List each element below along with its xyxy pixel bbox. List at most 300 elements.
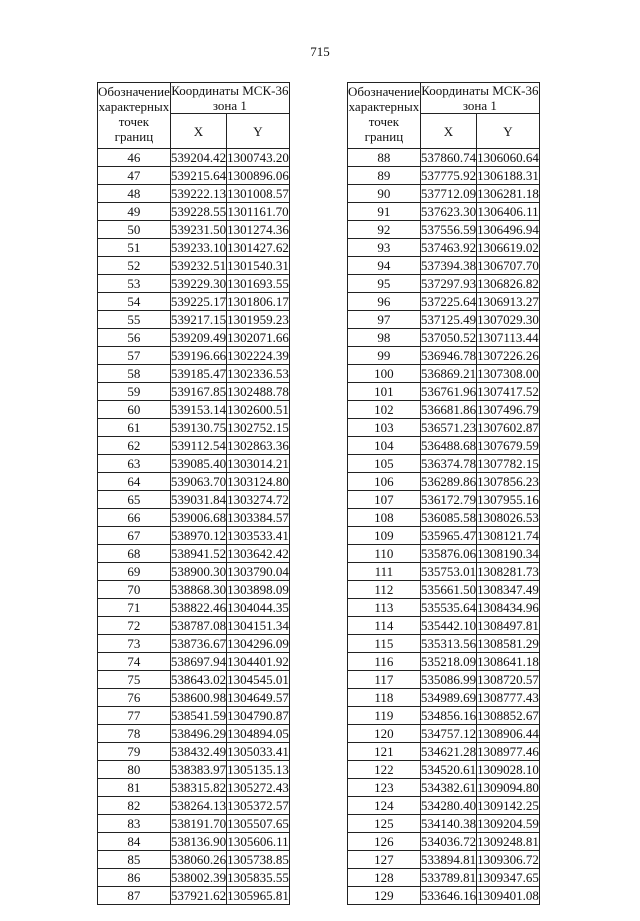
x-coordinate-cell: 539225.17	[170, 294, 227, 309]
x-coordinate-cell: 534757.12	[420, 726, 477, 741]
table-row	[98, 527, 290, 545]
table-row	[348, 527, 540, 545]
x-coordinate-cell: 533646.16	[420, 888, 477, 903]
point-number-cell: 57	[98, 347, 171, 365]
table-row	[98, 833, 290, 851]
point-number-cell: 123	[348, 779, 421, 797]
x-coordinate-cell: 533789.81	[420, 870, 477, 885]
table-row	[98, 347, 290, 365]
table-row	[348, 833, 540, 851]
y-coordinate-cell: 1306406.11	[477, 204, 539, 219]
point-number-cell: 125	[348, 815, 421, 833]
point-number-cell: 92	[348, 221, 421, 239]
table-row	[348, 203, 540, 221]
point-number-cell: 56	[98, 329, 171, 347]
point-number-cell: 127	[348, 851, 421, 869]
x-coordinate-cell: 537463.92	[420, 240, 477, 255]
point-number-cell: 120	[348, 725, 421, 743]
point-number-cell: 58	[98, 365, 171, 383]
y-coordinate-cell: 1307417.52	[477, 384, 539, 399]
y-coordinate-cell: 1301806.17	[227, 294, 289, 309]
point-number-cell: 50	[98, 221, 171, 239]
x-coordinate-cell: 539222.13	[170, 186, 227, 201]
x-coordinate-cell: 536085.58	[420, 510, 477, 525]
right-table-body	[348, 149, 540, 905]
y-coordinate-cell: 1303898.09	[227, 582, 289, 597]
x-coordinate-cell: 539215.64	[170, 168, 227, 183]
table-row	[348, 419, 540, 437]
table-row	[98, 725, 290, 743]
point-number-cell: 89	[348, 167, 421, 185]
x-coordinate-cell: 538941.52	[170, 546, 227, 561]
point-number-cell: 124	[348, 797, 421, 815]
point-number-cell: 74	[98, 653, 171, 671]
x-coordinate-cell: 539204.42	[170, 150, 227, 165]
point-number-cell: 88	[348, 149, 421, 167]
x-coordinate-cell: 534520.61	[420, 762, 477, 777]
table-row	[98, 653, 290, 671]
y-coordinate-cell: 1302600.51	[227, 402, 289, 417]
header-coordinates: Координаты МСК-36 зона 1	[171, 83, 289, 113]
y-coordinate-cell: 1305272.43	[227, 780, 289, 795]
table-row	[98, 815, 290, 833]
y-coordinate-cell: 1304790.87	[227, 708, 289, 723]
table-row	[98, 671, 290, 689]
table-row	[348, 563, 540, 581]
point-number-cell: 126	[348, 833, 421, 851]
y-coordinate-cell: 1307496.79	[477, 402, 539, 417]
y-coordinate-cell: 1303533.41	[227, 528, 289, 543]
table-row	[98, 275, 290, 293]
table-row	[98, 851, 290, 869]
y-coordinate-cell: 1308281.73	[477, 564, 539, 579]
table-row	[98, 365, 290, 383]
point-number-cell: 63	[98, 455, 171, 473]
point-number-cell: 68	[98, 545, 171, 563]
y-coordinate-cell: 1305135.13	[227, 762, 289, 777]
x-coordinate-cell: 535753.01	[420, 564, 477, 579]
y-coordinate-cell: 1307308.00	[477, 366, 539, 381]
x-coordinate-cell: 539167.85	[170, 384, 227, 399]
header-y: Y	[227, 114, 290, 149]
y-coordinate-cell: 1304151.34	[227, 618, 289, 633]
x-coordinate-cell: 538787.08	[170, 618, 227, 633]
x-coordinate-cell: 536374.78	[420, 456, 477, 471]
point-number-cell: 46	[98, 149, 171, 167]
y-coordinate-cell: 1306496.94	[477, 222, 539, 237]
point-number-cell: 113	[348, 599, 421, 617]
table-row	[98, 509, 290, 527]
y-coordinate-cell: 1308121.74	[477, 528, 539, 543]
x-coordinate-cell: 535965.47	[420, 528, 477, 543]
point-number-cell: 111	[348, 563, 421, 581]
y-coordinate-cell: 1300743.20	[227, 150, 289, 165]
point-number-cell: 90	[348, 185, 421, 203]
x-coordinate-cell: 537297.93	[420, 276, 477, 291]
x-coordinate-cell: 539085.40	[170, 456, 227, 471]
point-number-cell: 114	[348, 617, 421, 635]
y-coordinate-cell: 1306913.27	[477, 294, 539, 309]
x-coordinate-cell: 538900.30	[170, 564, 227, 579]
table-row	[348, 383, 540, 401]
point-number-cell: 122	[348, 761, 421, 779]
x-coordinate-cell: 538970.12	[170, 528, 227, 543]
x-coordinate-cell: 536172.79	[420, 492, 477, 507]
y-coordinate-cell: 1301959.23	[227, 312, 289, 327]
point-number-cell: 72	[98, 617, 171, 635]
x-coordinate-cell: 538822.46	[170, 600, 227, 615]
x-coordinate-cell: 537050.52	[420, 330, 477, 345]
point-number-cell: 73	[98, 635, 171, 653]
point-number-cell: 102	[348, 401, 421, 419]
point-number-cell: 118	[348, 689, 421, 707]
point-number-cell: 94	[348, 257, 421, 275]
x-coordinate-cell: 537556.59	[420, 222, 477, 237]
y-coordinate-cell: 1307602.87	[477, 420, 539, 435]
table-row	[98, 635, 290, 653]
point-number-cell: 121	[348, 743, 421, 761]
coordinates-table-left	[97, 82, 290, 905]
page-number: 715	[310, 44, 330, 59]
point-number-cell: 54	[98, 293, 171, 311]
table-row	[98, 203, 290, 221]
table-row	[348, 365, 540, 383]
table-row	[348, 239, 540, 257]
x-coordinate-cell: 538736.67	[170, 636, 227, 651]
x-coordinate-cell: 539229.30	[170, 276, 227, 291]
table-row	[98, 707, 290, 725]
point-number-cell: 107	[348, 491, 421, 509]
point-number-cell: 84	[98, 833, 171, 851]
x-coordinate-cell: 539130.75	[170, 420, 227, 435]
x-coordinate-cell: 539185.47	[170, 366, 227, 381]
x-coordinate-cell: 536761.96	[420, 384, 477, 399]
x-coordinate-cell: 539228.55	[170, 204, 227, 219]
y-coordinate-cell: 1307113.44	[477, 330, 539, 345]
point-number-cell: 69	[98, 563, 171, 581]
x-coordinate-cell: 535086.99	[420, 672, 477, 687]
table-row	[98, 455, 290, 473]
x-coordinate-cell: 538600.98	[170, 690, 227, 705]
header-coordinates: Координаты МСК-36 зона 1	[421, 83, 539, 113]
table-row	[348, 473, 540, 491]
y-coordinate-cell: 1302224.39	[227, 348, 289, 363]
x-coordinate-cell: 534856.16	[420, 708, 477, 723]
left-table-body	[98, 149, 290, 905]
x-coordinate-cell: 538191.70	[170, 816, 227, 831]
y-coordinate-cell: 1304044.35	[227, 600, 289, 615]
y-coordinate-cell: 1305835.55	[227, 870, 289, 885]
y-coordinate-cell: 1307226.26	[477, 348, 539, 363]
y-coordinate-cell: 1308026.53	[477, 510, 539, 525]
point-number-cell: 66	[98, 509, 171, 527]
y-coordinate-cell: 1309204.59	[477, 816, 539, 831]
y-coordinate-cell: 1309248.81	[477, 834, 539, 849]
point-number-cell: 95	[348, 275, 421, 293]
y-coordinate-cell: 1308347.49	[477, 582, 539, 597]
table-row	[348, 509, 540, 527]
y-coordinate-cell: 1307955.16	[477, 492, 539, 507]
point-number-cell: 119	[348, 707, 421, 725]
y-coordinate-cell: 1303014.21	[227, 456, 289, 471]
table-row	[98, 779, 290, 797]
point-number-cell: 116	[348, 653, 421, 671]
coordinates-table-right	[347, 82, 540, 905]
x-coordinate-cell: 537623.30	[420, 204, 477, 219]
y-coordinate-cell: 1308977.46	[477, 744, 539, 759]
x-coordinate-cell: 536869.21	[420, 366, 477, 381]
y-coordinate-cell: 1304545.01	[227, 672, 289, 687]
x-coordinate-cell: 536571.23	[420, 420, 477, 435]
x-coordinate-cell: 537775.92	[420, 168, 477, 183]
table-row	[348, 851, 540, 869]
x-coordinate-cell: 538264.13	[170, 798, 227, 813]
point-number-cell: 71	[98, 599, 171, 617]
x-coordinate-cell: 538868.30	[170, 582, 227, 597]
point-number-cell: 47	[98, 167, 171, 185]
y-coordinate-cell: 1305372.57	[227, 798, 289, 813]
point-number-cell: 52	[98, 257, 171, 275]
table-row	[98, 185, 290, 203]
point-number-cell: 75	[98, 671, 171, 689]
y-coordinate-cell: 1302336.53	[227, 366, 289, 381]
x-coordinate-cell: 539063.70	[170, 474, 227, 489]
table-row	[98, 383, 290, 401]
table-row	[98, 149, 290, 167]
point-number-cell: 81	[98, 779, 171, 797]
point-number-cell: 103	[348, 419, 421, 437]
point-number-cell: 51	[98, 239, 171, 257]
x-coordinate-cell: 538383.97	[170, 762, 227, 777]
x-coordinate-cell: 536681.86	[420, 402, 477, 417]
y-coordinate-cell: 1308581.29	[477, 636, 539, 651]
table-row	[98, 257, 290, 275]
point-number-cell: 82	[98, 797, 171, 815]
x-coordinate-cell: 534382.61	[420, 780, 477, 795]
table-row	[98, 797, 290, 815]
point-number-cell: 97	[348, 311, 421, 329]
y-coordinate-cell: 1304649.57	[227, 690, 289, 705]
x-coordinate-cell: 534280.40	[420, 798, 477, 813]
table-row	[98, 761, 290, 779]
table-row	[348, 329, 540, 347]
table-row	[348, 653, 540, 671]
y-coordinate-cell: 1303642.42	[227, 546, 289, 561]
y-coordinate-cell: 1309142.25	[477, 798, 539, 813]
y-coordinate-cell: 1302071.66	[227, 330, 289, 345]
point-number-cell: 96	[348, 293, 421, 311]
table-row	[348, 185, 540, 203]
x-coordinate-cell: 539196.66	[170, 348, 227, 363]
x-coordinate-cell: 533894.81	[420, 852, 477, 867]
point-number-cell: 78	[98, 725, 171, 743]
point-number-cell: 64	[98, 473, 171, 491]
x-coordinate-cell: 538432.49	[170, 744, 227, 759]
y-coordinate-cell: 1309306.72	[477, 852, 539, 867]
y-coordinate-cell: 1301008.57	[227, 186, 289, 201]
y-coordinate-cell: 1307782.15	[477, 456, 539, 471]
point-number-cell: 83	[98, 815, 171, 833]
table-row	[348, 347, 540, 365]
y-coordinate-cell: 1308497.81	[477, 618, 539, 633]
table-row	[348, 815, 540, 833]
point-number-cell: 99	[348, 347, 421, 365]
y-coordinate-cell: 1309401.08	[477, 888, 539, 903]
y-coordinate-cell: 1304894.05	[227, 726, 289, 741]
table-row	[348, 149, 540, 167]
y-coordinate-cell: 1308852.67	[477, 708, 539, 723]
table-row	[98, 167, 290, 185]
x-coordinate-cell: 537712.09	[420, 186, 477, 201]
y-coordinate-cell: 1308906.44	[477, 726, 539, 741]
x-coordinate-cell: 536946.78	[420, 348, 477, 363]
table-row	[98, 473, 290, 491]
y-coordinate-cell: 1306060.64	[477, 150, 539, 165]
y-coordinate-cell: 1306188.31	[477, 168, 539, 183]
x-coordinate-cell: 534989.69	[420, 690, 477, 705]
table-row	[348, 491, 540, 509]
table-row	[98, 329, 290, 347]
point-number-cell: 98	[348, 329, 421, 347]
x-coordinate-cell: 538697.94	[170, 654, 227, 669]
point-number-cell: 129	[348, 887, 421, 905]
x-coordinate-cell: 539231.50	[170, 222, 227, 237]
table-row	[348, 257, 540, 275]
point-number-cell: 104	[348, 437, 421, 455]
x-coordinate-cell: 534621.28	[420, 744, 477, 759]
x-coordinate-cell: 538315.82	[170, 780, 227, 795]
x-coordinate-cell: 537921.62	[170, 888, 227, 903]
table-row	[348, 887, 540, 905]
point-number-cell: 106	[348, 473, 421, 491]
x-coordinate-cell: 534140.38	[420, 816, 477, 831]
y-coordinate-cell: 1303124.80	[227, 474, 289, 489]
table-row	[348, 437, 540, 455]
x-coordinate-cell: 539217.15	[170, 312, 227, 327]
point-number-cell: 128	[348, 869, 421, 887]
point-number-cell: 115	[348, 635, 421, 653]
x-coordinate-cell: 538136.90	[170, 834, 227, 849]
y-coordinate-cell: 1304296.09	[227, 636, 289, 651]
point-number-cell: 48	[98, 185, 171, 203]
x-coordinate-cell: 537860.74	[420, 150, 477, 165]
y-coordinate-cell: 1307029.30	[477, 312, 539, 327]
y-coordinate-cell: 1309094.80	[477, 780, 539, 795]
x-coordinate-cell: 535442.10	[420, 618, 477, 633]
y-coordinate-cell: 1303790.04	[227, 564, 289, 579]
y-coordinate-cell: 1301274.36	[227, 222, 289, 237]
x-coordinate-cell: 538060.26	[170, 852, 227, 867]
table-row	[98, 743, 290, 761]
point-number-cell: 85	[98, 851, 171, 869]
table-row	[348, 275, 540, 293]
point-number-cell: 60	[98, 401, 171, 419]
table-row	[348, 743, 540, 761]
header-y: Y	[477, 114, 540, 149]
x-coordinate-cell: 538643.02	[170, 672, 227, 687]
y-coordinate-cell: 1302863.36	[227, 438, 289, 453]
table-row	[348, 293, 540, 311]
point-number-cell: 105	[348, 455, 421, 473]
table-row	[98, 545, 290, 563]
table-row	[348, 455, 540, 473]
table-row	[98, 491, 290, 509]
x-coordinate-cell: 538496.29	[170, 726, 227, 741]
point-number-cell: 59	[98, 383, 171, 401]
point-number-cell: 76	[98, 689, 171, 707]
y-coordinate-cell: 1306707.70	[477, 258, 539, 273]
point-number-cell: 108	[348, 509, 421, 527]
point-number-cell: 80	[98, 761, 171, 779]
point-number-cell: 93	[348, 239, 421, 257]
table-row	[348, 779, 540, 797]
header-point-designation: Обозначение характерных точек границ	[348, 83, 421, 149]
y-coordinate-cell: 1305507.65	[227, 816, 289, 831]
y-coordinate-cell: 1305033.41	[227, 744, 289, 759]
x-coordinate-cell: 535535.64	[420, 600, 477, 615]
y-coordinate-cell: 1308641.18	[477, 654, 539, 669]
y-coordinate-cell: 1308190.34	[477, 546, 539, 561]
point-number-cell: 67	[98, 527, 171, 545]
y-coordinate-cell: 1305738.85	[227, 852, 289, 867]
point-number-cell: 70	[98, 581, 171, 599]
y-coordinate-cell: 1302752.15	[227, 420, 289, 435]
x-coordinate-cell: 539112.54	[171, 438, 226, 453]
point-number-cell: 86	[98, 869, 171, 887]
table-row	[98, 293, 290, 311]
point-number-cell: 110	[348, 545, 421, 563]
x-coordinate-cell: 539006.68	[170, 510, 227, 525]
point-number-cell: 79	[98, 743, 171, 761]
table-row	[98, 563, 290, 581]
table-row	[98, 419, 290, 437]
y-coordinate-cell: 1305965.81	[227, 888, 289, 903]
point-number-cell: 77	[98, 707, 171, 725]
table-row	[98, 401, 290, 419]
point-number-cell: 49	[98, 203, 171, 221]
y-coordinate-cell: 1308434.96	[477, 600, 539, 615]
table-row	[348, 707, 540, 725]
table-row	[348, 401, 540, 419]
x-coordinate-cell: 536289.86	[420, 474, 477, 489]
table-row	[348, 797, 540, 815]
table-row	[348, 167, 540, 185]
y-coordinate-cell: 1301161.70	[227, 204, 289, 219]
point-number-cell: 55	[98, 311, 171, 329]
y-coordinate-cell: 1301427.62	[227, 240, 289, 255]
x-coordinate-cell: 539233.10	[170, 240, 227, 255]
x-coordinate-cell: 536488.68	[420, 438, 477, 453]
point-number-cell: 61	[98, 419, 171, 437]
y-coordinate-cell: 1301693.55	[227, 276, 289, 291]
table-row	[348, 311, 540, 329]
header-x: X	[170, 114, 226, 149]
table-row	[348, 689, 540, 707]
x-coordinate-cell: 539209.49	[170, 330, 227, 345]
y-coordinate-cell: 1306826.82	[477, 276, 539, 291]
x-coordinate-cell: 534036.72	[420, 834, 477, 849]
point-number-cell: 109	[348, 527, 421, 545]
x-coordinate-cell: 537394.38	[420, 258, 477, 273]
header-x: X	[420, 114, 476, 149]
table-row	[98, 311, 290, 329]
table-row	[348, 599, 540, 617]
point-number-cell: 100	[348, 365, 421, 383]
y-coordinate-cell: 1309028.10	[477, 762, 539, 777]
table-row	[348, 221, 540, 239]
table-row	[98, 581, 290, 599]
x-coordinate-cell: 539153.14	[170, 402, 227, 417]
